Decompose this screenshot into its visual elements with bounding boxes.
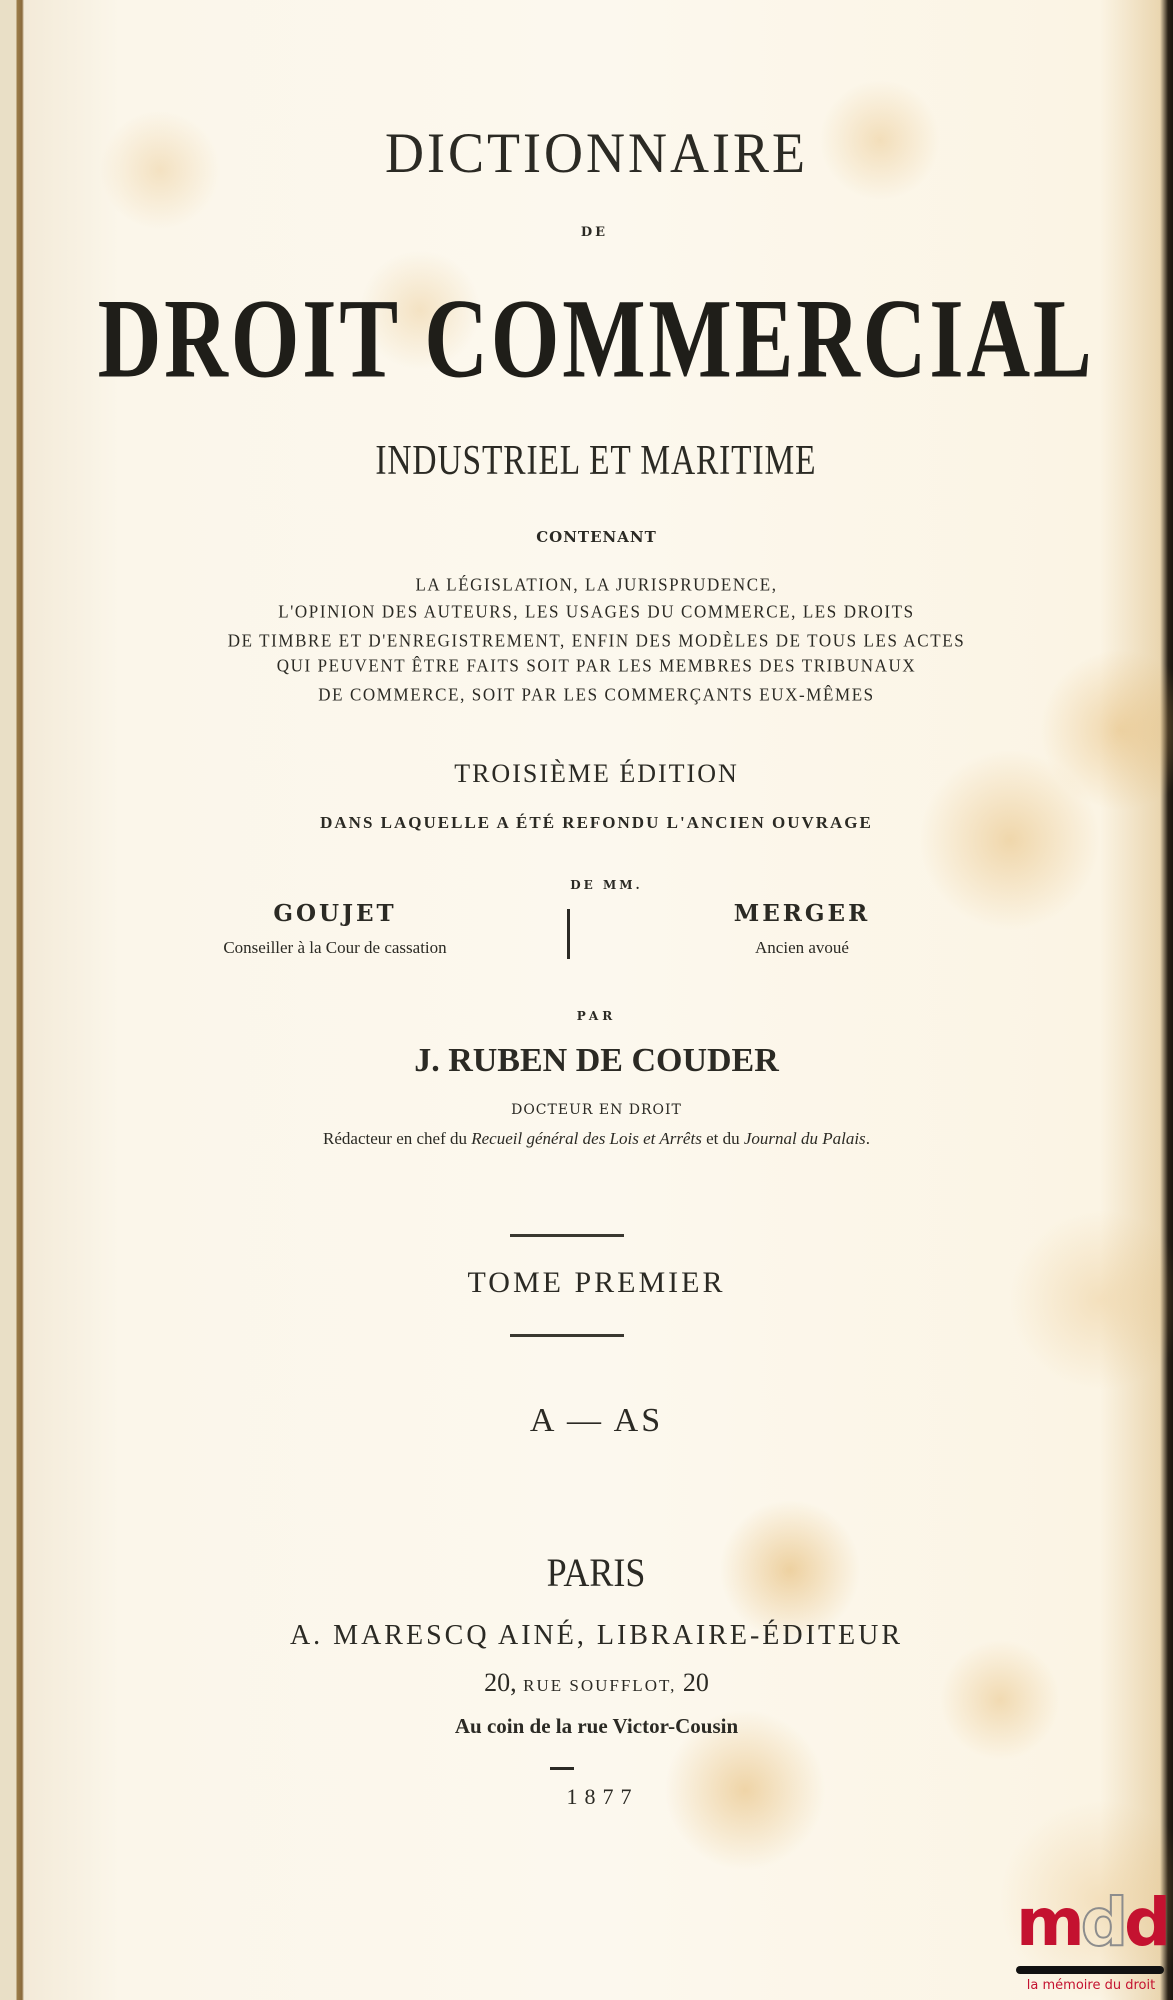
logo-bar [1016,1966,1164,1974]
address-number: 20, [484,1668,517,1697]
by-label: PAR [576,1009,617,1023]
author-position [0,1130,1173,1147]
original-authors-intro: DE MM. [570,878,643,892]
author-name: GOUJET [273,900,397,927]
logo-letter: d [1124,1884,1168,1961]
author-name-main: J. RUBEN DE COUDER [414,1042,779,1079]
journal-palais: Journal du Palais [743,1129,866,1148]
contents-line: L'OPINION DES AUTEURS, LES USAGES DU COMMERCE, LES DROITS [278,601,915,622]
publisher-address [0,1670,1173,1696]
original-author-merger [622,902,982,956]
volume-range: A — AS [529,1402,664,1439]
journal-recueil: Recueil général des Lois et Arrêts [471,1129,702,1148]
logo-letter: m [1016,1884,1081,1961]
subtitle: INDUSTRIEL ET MARITIME [375,437,817,485]
authors-divider [567,909,570,959]
contents-line: LA LÉGISLATION, LA JURISPRUDENCE, [415,574,778,595]
address-note: Au coin de la rue Victor-Cousin [454,1714,739,1738]
edition-label: TROISIÈME ÉDITION [454,759,739,788]
short-dash [550,1767,574,1770]
author-degree: DOCTEUR EN DROIT [511,1102,682,1118]
title-connector: DE [580,225,609,240]
logo-tagline: la mémoire du droit [1026,1978,1156,1993]
mdd-watermark-logo [1012,1884,1170,1995]
main-title: DROIT COMMERCIAL [97,274,1095,402]
volume-label: TOME PREMIER [467,1266,726,1299]
publication-year: 1877 [566,1784,639,1809]
contents-line: DE TIMBRE ET D'ENREGISTREMENT, ENFIN DES MODÈLES DE TOUS LES ACTES [227,630,966,651]
contents-line: QUI PEUVENT ÊTRE FAITS SOIT PAR LES MEMBRES DES TRIBUNAUX [276,655,917,676]
position-middle: et du [701,1129,744,1148]
position-suffix: . [865,1129,870,1148]
title-dictionnaire: DICTIONNAIRE [385,121,808,185]
logo-letter: d [1080,1884,1125,1961]
author-role: Conseiller à la Cour de cassation [223,938,447,957]
author-role: Ancien avoué [755,938,849,957]
contents-line: DE COMMERCE, SOIT PAR LES COMMERÇANTS EUX-MÊMES [318,684,875,705]
horizontal-rule [510,1334,624,1337]
author-name: MERGER [733,900,871,927]
address-number: 20 [682,1668,709,1697]
contents-heading: CONTENANT [536,528,657,546]
horizontal-rule [510,1234,624,1237]
publication-city: PARIS [546,1550,646,1595]
mdd-logo-icon [1016,1884,1168,1961]
position-prefix: Rédacteur en chef du [323,1129,472,1148]
original-author-goujet [155,902,515,956]
publisher: A. MARESCQ AINÉ, LIBRAIRE-ÉDITEUR [289,1620,904,1651]
address-street: RUE SOUFFLOT, [523,1676,677,1695]
edition-note: DANS LAQUELLE A ÉTÉ REFONDU L'ANCIEN OUVRAGE [320,813,873,832]
